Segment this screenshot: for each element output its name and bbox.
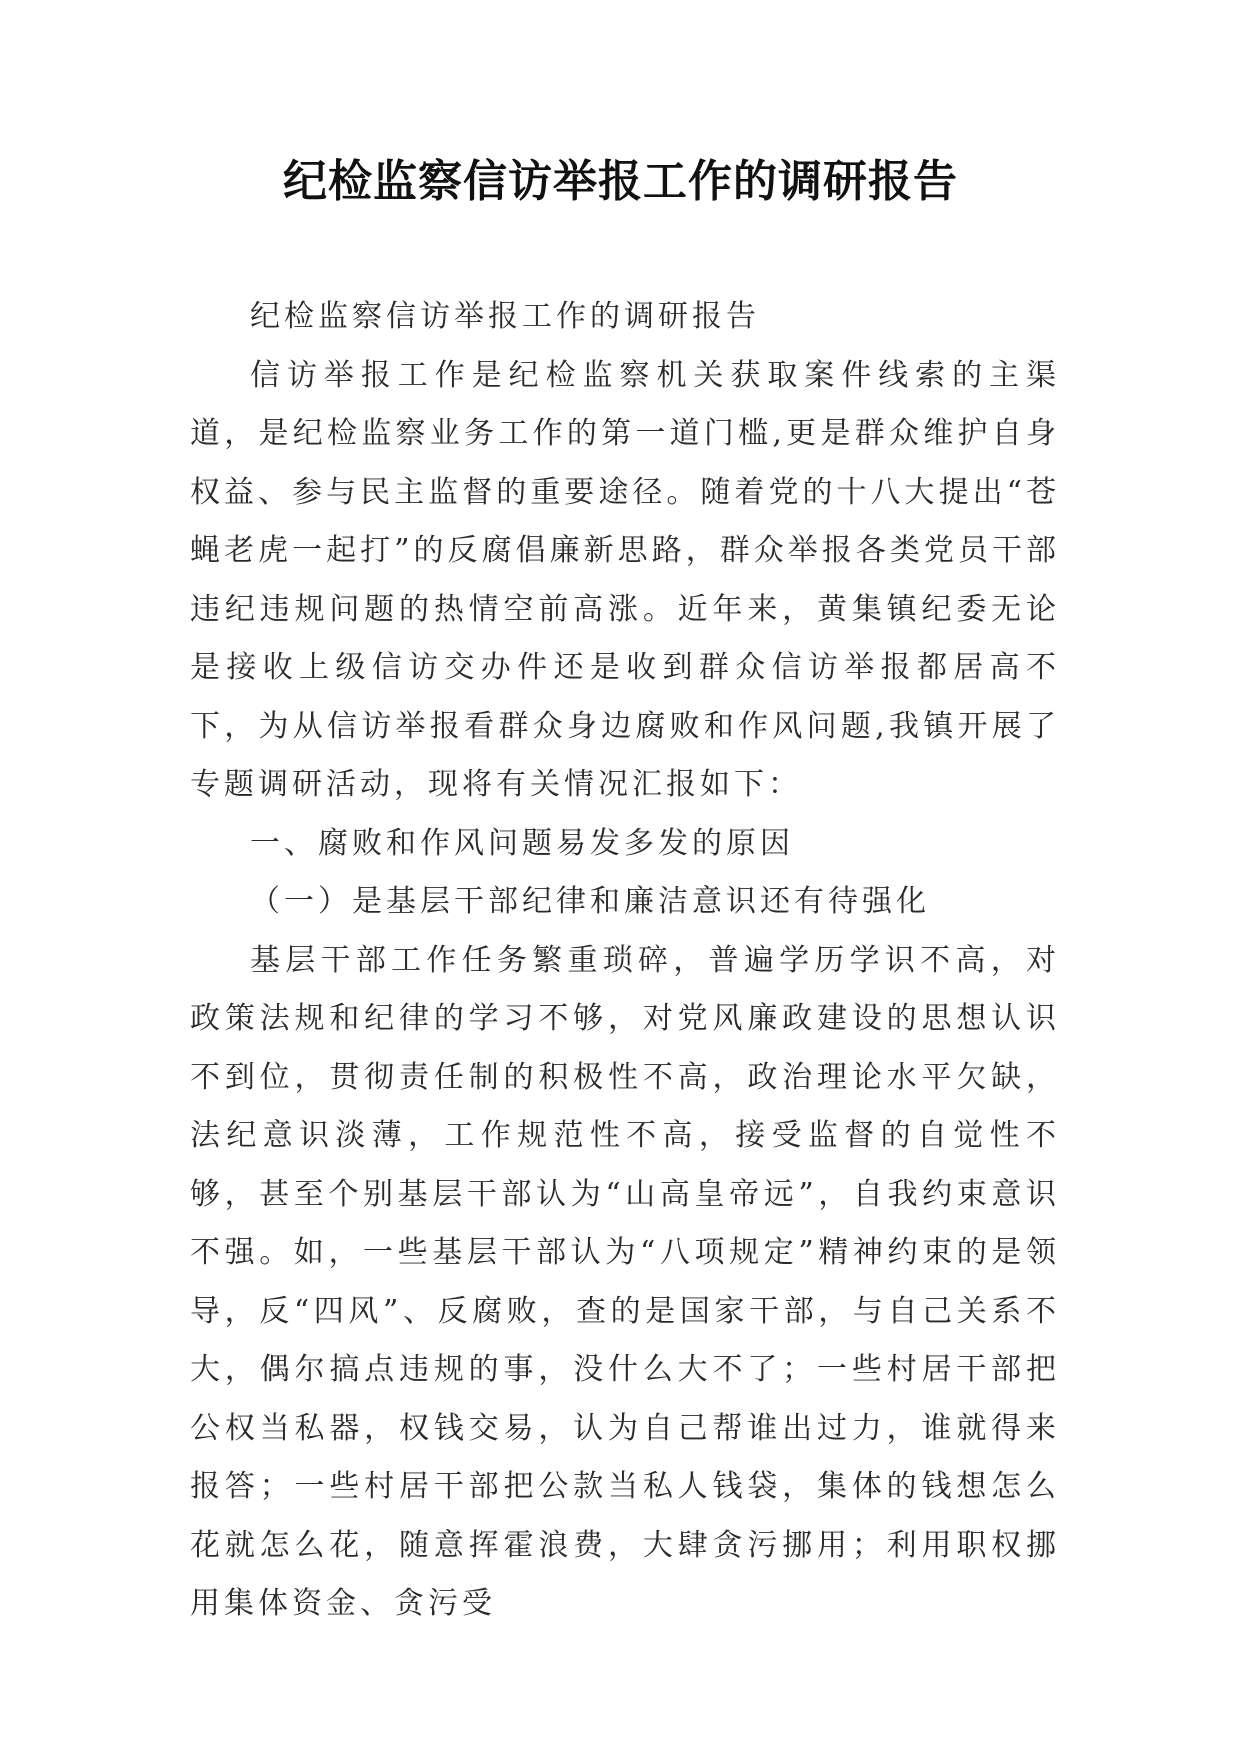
body-paragraph: 基层干部工作任务繁重琐碎，普遍学历学识不高，对政策法规和纪律的学习不够，对党风廉政建设的思想认识不到位，贯彻责任制的积极性不高，政治理论水平欠缺，法纪意识淡薄，工作规范性不高，接受监督的自觉性不够，甚至个别基层干部认为“山高皇帝远”，自我约束意识不强。如，一些基层干部认为“八项规定”精神约束的是领导，反“四风”、反腐败，查的是国家干部，与自己关系不大，偶尔搞点违规的事，没什么大不了；一些村居干部把公权当私器，权钱交易，认为自己帮谁出过力，谁就得来报答；一些村居干部把公款当私人钱袋，集体的钱想怎么花就怎么花，随意挥霍浪费，大肆贪污挪用；利用职权挪用集体资金、贪污受 bbox=[190, 942, 1060, 1621]
body-paragraph: 信访举报工作是纪检监察机关获取案件线索的主渠道，是纪检监察业务工作的第一道门槛,更是群众维护自身权益、参与民主监督的重要途径。随着党的十八大提出“苍蝇老虎一起打”的反腐倡廉新思路，群众举报各类党员干部违纪违规问题的热情空前高涨。近年来，黄集镇纪委无论是接收上级信访交办件还是收到群众信访举报都居高不下，为从信访举报看群众身边腐败和作风问题,我镇开展了专题调研活动，现将有关情况汇报如下： bbox=[190, 357, 1060, 802]
section-heading: 一、腐败和作风问题易发多发的原因 bbox=[250, 825, 794, 861]
document-title: 纪检监察信访举报工作的调研报告 bbox=[283, 156, 958, 207]
body-paragraph: 纪检监察信访举报工作的调研报告 bbox=[250, 299, 760, 334]
subsection-heading: （一）是基层干部纪律和廉洁意识还有待强化 bbox=[250, 884, 930, 919]
document-body bbox=[190, 288, 1060, 1634]
